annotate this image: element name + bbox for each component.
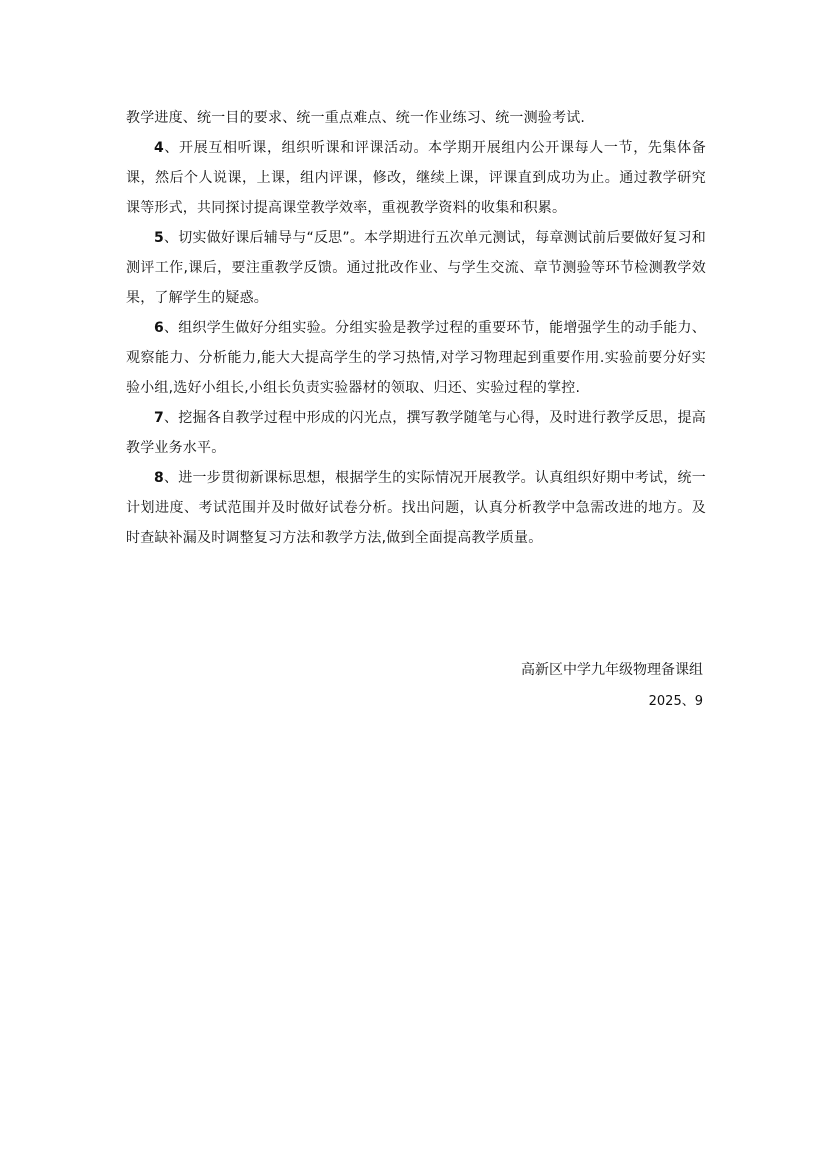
paragraph-number: 6 [154,320,164,336]
paragraph-item-5 [126,223,706,313]
paragraph-number: 7 [154,410,164,426]
paragraph-item-6 [126,313,706,403]
paragraph-number: 5 [154,230,164,246]
paragraph-number: 4 [154,140,164,156]
signature-date: 2025、9 [648,694,703,709]
paragraph-item-8 [126,463,706,553]
paragraph-text: 、开展互相听课，组织听课和评课活动。本学期开展组内公开课每人一节，先集体备课，然后个人说课，上课，组内评课，修改，继续上课，评课直到成功为止。通过教学研究课等形式，共同探讨提高课堂教学效率，重视教学资料的收集和积累。 [126,140,706,216]
signature-organization: 高新区中学九年级物理备课组 [521,662,703,678]
document-body [126,103,706,553]
paragraph-text: 、切实做好课后辅导与“反思”。本学期进行五次单元测试，每章测试前后要做好复习和测评工作,课后，要注重教学反馈。通过批改作业、与学生交流、章节测验等环节检测教学效果，了解学生的疑惑。 [126,230,706,306]
paragraph-text: 、挖掘各自教学过程中形成的闪光点，撰写教学随笔与心得，及时进行教学反思，提高教学业务水平。 [126,410,706,456]
paragraph-text: 、组织学生做好分组实验。分组实验是教学过程的重要环节，能增强学生的动手能力、观察能力、分析能力,能大大提高学生的学习热情,对学习物理起到重要作用.实验前要分好实验小组,选好小组长,小组长负责实验器材的领取、归还、实验过程的掌控. [126,320,706,396]
paragraph-text: 、进一步贯彻新课标思想，根据学生的实际情况开展教学。认真组织好期中考试，统一计划进度、考试范围并及时做好试卷分析。找出问题，认真分析教学中急需改进的地方。及时查缺补漏及时调整复习方法和教学方法,做到全面提高教学质量。 [126,470,706,546]
paragraph-item-4 [126,133,706,223]
paragraph-item-7 [126,403,706,463]
paragraph-text: 教学进度、统一目的要求、统一重点难点、统一作业练习、统一测验考试. [126,110,586,126]
paragraph-number: 8 [154,470,164,486]
paragraph-continuation [126,103,706,133]
